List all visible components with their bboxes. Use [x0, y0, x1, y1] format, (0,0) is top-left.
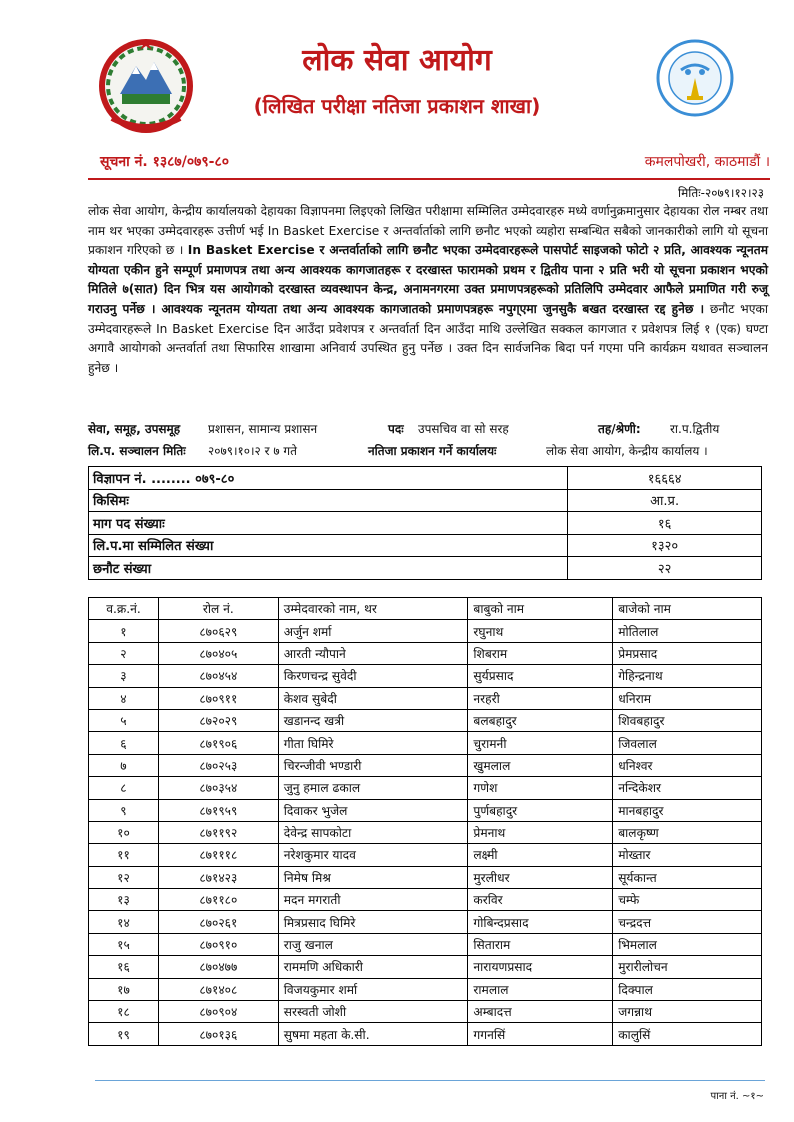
- grandfather-name-cell: मुरारीलोचन: [613, 956, 762, 978]
- candidate-name-cell: मदन मगराती: [278, 889, 468, 911]
- table-row: [89, 777, 762, 799]
- office-label: नतिजा प्रकाशन गर्ने कार्यालयः: [368, 444, 497, 458]
- serial-cell: ७: [89, 754, 159, 776]
- roll-number-cell: ८७२०२९: [158, 709, 278, 731]
- section-subtitle: (लिखित परीक्षा नतिजा प्रकाशन शाखा): [253, 94, 541, 118]
- exam-meta-row-1: [88, 420, 768, 438]
- col-header-serial: व.क्र.नं.: [89, 598, 159, 620]
- table-row: [89, 534, 762, 557]
- info-value: २२: [568, 557, 762, 580]
- table-row: [89, 709, 762, 731]
- father-name-cell: खुमलाल: [468, 754, 613, 776]
- grandfather-name-cell: कालुसिं: [613, 1023, 762, 1045]
- table-row: [89, 665, 762, 687]
- candidate-name-cell: नरेशकुमार यादव: [278, 844, 468, 866]
- serial-cell: १७: [89, 978, 159, 1000]
- roll-number-cell: ८७१९०६: [158, 732, 278, 754]
- serial-cell: १८: [89, 1001, 159, 1023]
- candidate-name-cell: जुनु हमाल ढकाल: [278, 777, 468, 799]
- candidate-name-cell: दिवाकर भुजेल: [278, 799, 468, 821]
- roll-number-cell: ८७०३५४: [158, 777, 278, 799]
- notice-date: मितिः-२०७९।१२।२३: [677, 186, 764, 200]
- candidate-name-cell: मित्रप्रसाद घिमिरे: [278, 911, 468, 933]
- info-label: छनौट संख्या: [89, 557, 568, 580]
- table-header-row: [89, 598, 762, 620]
- father-name-cell: चुरामनी: [468, 732, 613, 754]
- roll-number-cell: ८७०२५३: [158, 754, 278, 776]
- grandfather-name-cell: दिक्पाल: [613, 978, 762, 1000]
- serial-cell: ९: [89, 799, 159, 821]
- serial-cell: १४: [89, 911, 159, 933]
- grandfather-name-cell: मानबहादुर: [613, 799, 762, 821]
- candidate-name-cell: केशव सुबेदी: [278, 687, 468, 709]
- info-label: लि.प.मा सम्मिलित संख्या: [89, 534, 568, 557]
- father-name-cell: रघुनाथ: [468, 620, 613, 642]
- advertisement-info-table: [88, 466, 762, 580]
- table-row: [89, 933, 762, 955]
- grandfather-name-cell: गेहिन्द्रनाथ: [613, 665, 762, 687]
- roll-number-cell: ८७०२६१: [158, 911, 278, 933]
- info-value: १६६६४: [568, 467, 762, 490]
- body-paragraph-2: छनौट भएका उम्मेदवारहरूले In Basket Exercise दिन आउँदा प्रवेशपत्र र अन्तर्वार्ता दिन आउँदा माथि उल्लेखित सक्कल कागजात र प्रवेशपत्र लिई १ (एक) घण्टा अगावै आयोगको अन्तर्वार्ता तथा सिफारिस शाखामा अनिवार्य उपस्थित हुनु पर्नेछ । उक्त दिन सार्वजनिक बिदा पर्न गएमा पनि कार्यक्रम यथावत सञ्चालन हुनेछ ।: [88, 301, 768, 375]
- table-row: [89, 512, 762, 535]
- roll-number-cell: ८७०४०५: [158, 642, 278, 664]
- serial-cell: २: [89, 642, 159, 664]
- candidate-name-cell: खडानन्द खत्री: [278, 709, 468, 731]
- table-row: [89, 620, 762, 642]
- table-row: [89, 687, 762, 709]
- exam-date-label: लि.प. सञ्चालन मितिः: [88, 444, 186, 458]
- serial-cell: १२: [89, 866, 159, 888]
- father-name-cell: पुर्णबहादुर: [468, 799, 613, 821]
- candidate-name-cell: देवेन्द्र सापकोटा: [278, 821, 468, 843]
- roll-number-cell: ८७०१३६: [158, 1023, 278, 1045]
- roll-number-cell: ८७०४५४: [158, 665, 278, 687]
- roll-number-cell: ८७०९१०: [158, 933, 278, 955]
- candidate-name-cell: राममणि अधिकारी: [278, 956, 468, 978]
- table-row: [89, 754, 762, 776]
- grandfather-name-cell: जिवलाल: [613, 732, 762, 754]
- father-name-cell: बलबहादुर: [468, 709, 613, 731]
- grandfather-name-cell: धनिश्वर: [613, 754, 762, 776]
- father-name-cell: शिबराम: [468, 642, 613, 664]
- candidate-name-cell: अर्जुन शर्मा: [278, 620, 468, 642]
- info-value: आ.प्र.: [568, 489, 762, 512]
- father-name-cell: नरहरी: [468, 687, 613, 709]
- col-header-roll: रोल नं.: [158, 598, 278, 620]
- roll-number-cell: ८७०६२९: [158, 620, 278, 642]
- father-name-cell: सुर्यप्रसाद: [468, 665, 613, 687]
- serial-cell: १६: [89, 956, 159, 978]
- grandfather-name-cell: नन्दिकेशर: [613, 777, 762, 799]
- notice-number: सूचना नं. १३८७/०७९-८०: [100, 154, 230, 170]
- table-row: [89, 978, 762, 1000]
- exam-date-value: २०७९।१०।२ र ७ गते: [208, 444, 297, 458]
- father-name-cell: मुरलीधर: [468, 866, 613, 888]
- letterhead: [0, 30, 794, 140]
- father-name-cell: अम्बादत्त: [468, 1001, 613, 1023]
- info-label: माग पद संख्याः: [89, 512, 568, 535]
- organization-title: लोक सेवा आयोग: [302, 43, 492, 78]
- father-name-cell: करविर: [468, 889, 613, 911]
- grandfather-name-cell: मोतिलाल: [613, 620, 762, 642]
- office-value: लोक सेवा आयोग, केन्द्रीय कार्यालय ।: [546, 444, 708, 458]
- candidate-name-cell: चिरन्जीवी भण्डारी: [278, 754, 468, 776]
- father-name-cell: प्रेमनाथ: [468, 821, 613, 843]
- col-header-grandfather: बाजेको नाम: [613, 598, 762, 620]
- table-row: [89, 866, 762, 888]
- service-label: सेवा, समूह, उपसमूह: [88, 422, 181, 436]
- candidate-name-cell: सुषमा महता के.सी.: [278, 1023, 468, 1045]
- father-name-cell: गणेश: [468, 777, 613, 799]
- table-row: [89, 844, 762, 866]
- table-row: [89, 799, 762, 821]
- grandfather-name-cell: भिमलाल: [613, 933, 762, 955]
- table-row: [89, 467, 762, 490]
- table-row: [89, 489, 762, 512]
- body-instructions: In Basket Exercise र अन्तर्वार्ताको लागि छनौट भएका उम्मेदवारहरूले पासपोर्ट साइजको फोटो २ प्रति, आवश्यक न्यूनतम योग्यता एकीन हुने सम्पूर्ण प्रमाणपत्र तथा अन्य आवश्यक कागजातहरू र दरखास्त फारामको प्रथम र द्वितीय पाना २ प्रति भरी यो सूचना प्रकाशन भएको मितिले ७(सात) दिन भित्र यस आयोगको दरखास्त व्यवस्थापन केन्द्र, अनामनगरमा उक्त प्रमाणपत्रहरूको प्रतिलिपि उम्मेदवार आफैले प्रमाणित गरी रुजू गराउनु पर्नेछ । आवश्यक न्यूनतम योग्यता तथा अन्य आवश्यक कागजातको प्रमाणपत्रहरू नपुग्एमा जुनसुकै बखत दरखास्त रद्द हुनेछ ।: [88, 243, 769, 316]
- grandfather-name-cell: प्रेमप्रसाद: [613, 642, 762, 664]
- father-name-cell: लक्ष्मी: [468, 844, 613, 866]
- grandfather-name-cell: सूर्यकान्त: [613, 866, 762, 888]
- body-paragraph: लोक सेवा आयोग, केन्द्रीय कार्यालयको देहायका विज्ञापनमा लिइएको लिखित परीक्षामा सम्मिलित उम्मेदवारहरु मध्ये वर्णानुक्रमानुसार देहायका रोल नम्बर तथा नाम थर भएका उम्मेदवारहरू उत्तीर्ण भई In Basket Exercise र अन्तर्वार्ताको लागि छनौट भएको व्यहोरा सम्बन्धित सबैको जानकारीको लागि यो सूचना प्रकाशन गरिएको छ ।: [88, 204, 768, 258]
- grandfather-name-cell: चन्द्रदत्त: [613, 911, 762, 933]
- office-location: कमलपोखरी, काठमाडौं ।: [644, 154, 770, 170]
- serial-cell: ४: [89, 687, 159, 709]
- info-value: १३२०: [568, 534, 762, 557]
- post-value: उपसचिव वा सो सरह: [418, 422, 509, 436]
- level-value: रा.प.द्वितीय: [670, 422, 720, 436]
- serial-cell: १: [89, 620, 159, 642]
- info-label: विज्ञापन नं. ........ ०७९-८०: [89, 467, 568, 490]
- serial-cell: ८: [89, 777, 159, 799]
- candidate-name-cell: किरणचन्द्र सुवेदी: [278, 665, 468, 687]
- selected-candidates-table: [88, 597, 762, 1046]
- serial-cell: ५: [89, 709, 159, 731]
- serial-cell: १३: [89, 889, 159, 911]
- table-row: [89, 911, 762, 933]
- commission-seal-icon: [655, 38, 735, 118]
- father-name-cell: गगनसिं: [468, 1023, 613, 1045]
- table-row: [89, 956, 762, 978]
- serial-cell: १०: [89, 821, 159, 843]
- grandfather-name-cell: मोख्तार: [613, 844, 762, 866]
- roll-number-cell: ८७१९५९: [158, 799, 278, 821]
- candidate-name-cell: राजु खनाल: [278, 933, 468, 955]
- info-label: किसिमः: [89, 489, 568, 512]
- page-number: पाना नं. ~१~: [710, 1091, 764, 1102]
- father-name-cell: गोबिन्दप्रसाद: [468, 911, 613, 933]
- grandfather-name-cell: धनिराम: [613, 687, 762, 709]
- candidate-name-cell: सरस्वती जोशी: [278, 1001, 468, 1023]
- info-value: १६: [568, 512, 762, 535]
- serial-cell: १५: [89, 933, 159, 955]
- grandfather-name-cell: शिवबहादुर: [613, 709, 762, 731]
- serial-cell: ३: [89, 665, 159, 687]
- grandfather-name-cell: चम्फे: [613, 889, 762, 911]
- notice-body: [88, 202, 768, 378]
- table-row: [89, 821, 762, 843]
- level-label: तह/श्रेणी:: [598, 422, 641, 436]
- table-row: [89, 557, 762, 580]
- candidate-name-cell: निमेष मिश्र: [278, 866, 468, 888]
- father-name-cell: रामलाल: [468, 978, 613, 1000]
- roll-number-cell: ८७०९०४: [158, 1001, 278, 1023]
- roll-number-cell: ८७१११८: [158, 844, 278, 866]
- roll-number-cell: ८७११८०: [158, 889, 278, 911]
- table-row: [89, 889, 762, 911]
- col-header-father: बाबुको नाम: [468, 598, 613, 620]
- table-row: [89, 732, 762, 754]
- serial-cell: ६: [89, 732, 159, 754]
- col-header-name: उम्मेदवारको नाम, थर: [278, 598, 468, 620]
- candidate-name-cell: आरती न्यौपाने: [278, 642, 468, 664]
- grandfather-name-cell: जगन्नाथ: [613, 1001, 762, 1023]
- roll-number-cell: ८७०४७७: [158, 956, 278, 978]
- roll-number-cell: ८७१४०८: [158, 978, 278, 1000]
- divider: [88, 178, 770, 180]
- roll-number-cell: ८७०९११: [158, 687, 278, 709]
- table-row: [89, 642, 762, 664]
- exam-meta-row-2: [88, 442, 768, 460]
- father-name-cell: सिताराम: [468, 933, 613, 955]
- roll-number-cell: ८७११९२: [158, 821, 278, 843]
- table-row: [89, 1001, 762, 1023]
- grandfather-name-cell: बालकृष्ण: [613, 821, 762, 843]
- post-label: पदः: [388, 422, 404, 436]
- father-name-cell: नारायणप्रसाद: [468, 956, 613, 978]
- notice-header: [100, 152, 770, 176]
- table-row: [89, 1023, 762, 1045]
- serial-cell: १९: [89, 1023, 159, 1045]
- footer-divider: [95, 1080, 765, 1081]
- service-value: प्रशासन, सामान्य प्रशासन: [208, 422, 318, 436]
- candidate-name-cell: गीता घिमिरे: [278, 732, 468, 754]
- roll-number-cell: ८७१४२३: [158, 866, 278, 888]
- serial-cell: ११: [89, 844, 159, 866]
- candidate-name-cell: विजयकुमार शर्मा: [278, 978, 468, 1000]
